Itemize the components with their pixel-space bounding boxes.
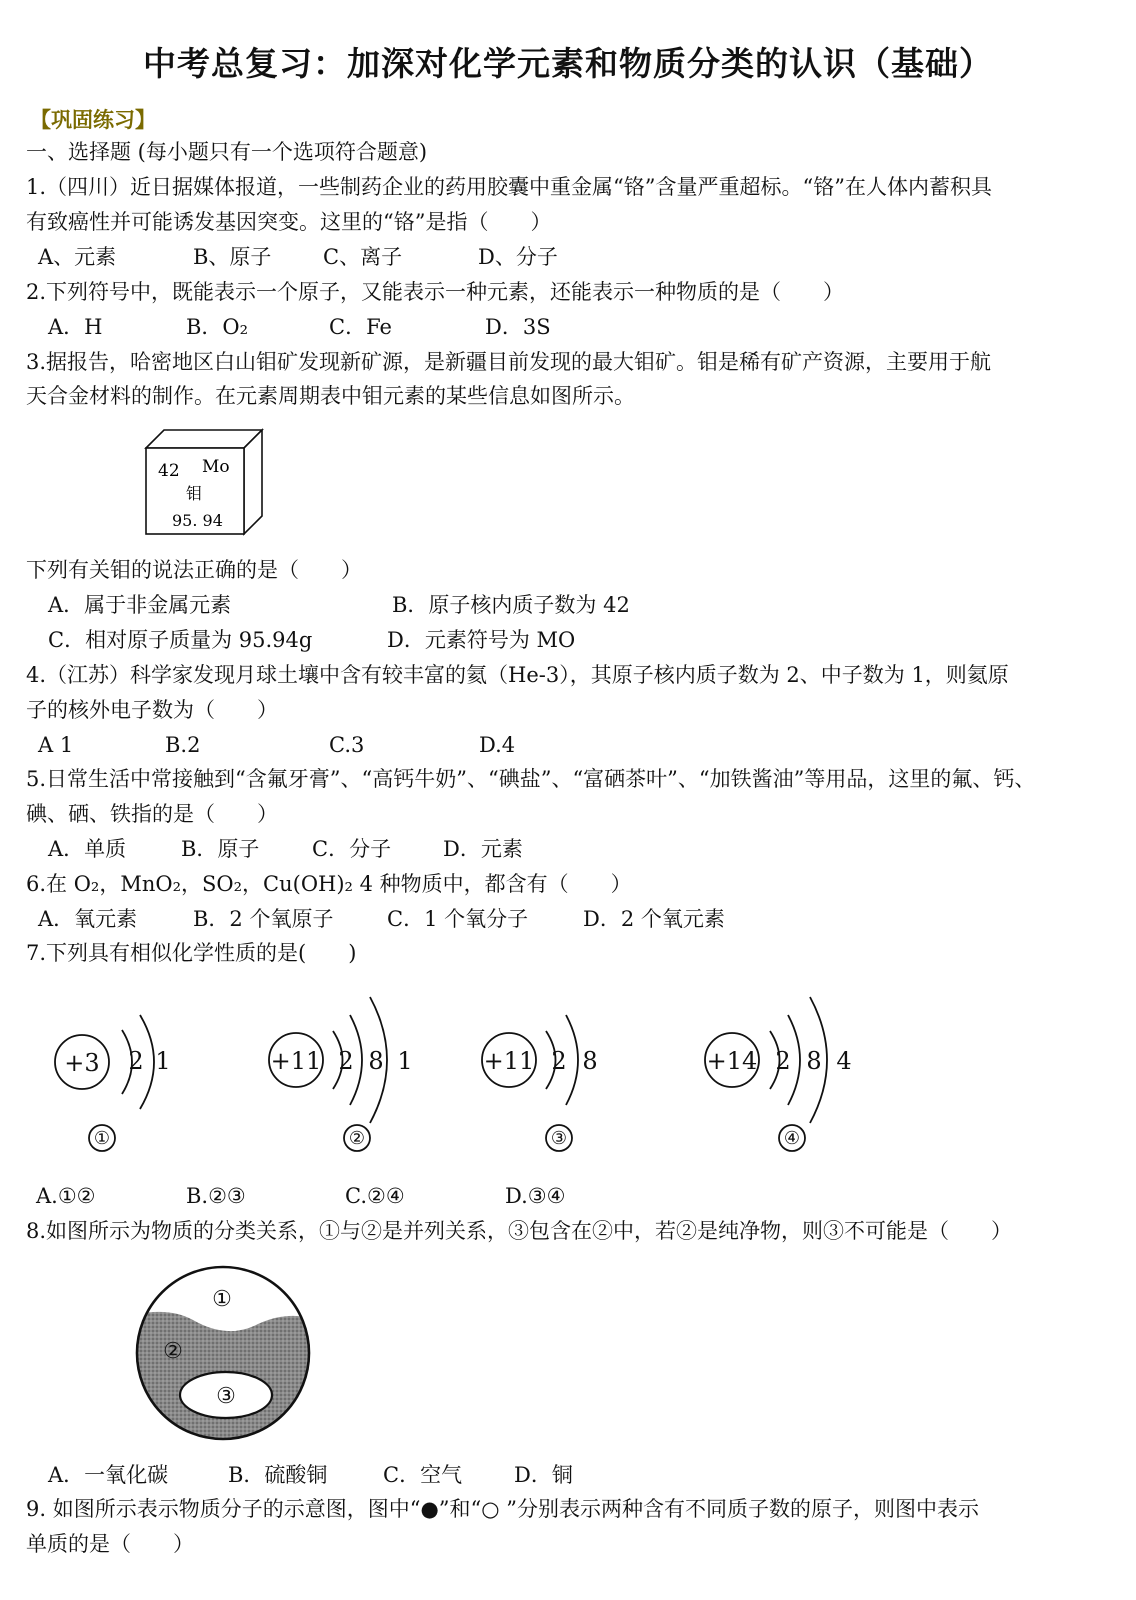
q6-option-c: C．1 个氧分子 (387, 907, 529, 931)
q3-option-d: D．元素符号为 MO (387, 628, 576, 652)
atom3-label: ③ (550, 1128, 568, 1149)
q3-option-b: B．原子核内质子数为 42 (392, 593, 630, 617)
section-label: 【巩固练习】 (30, 108, 156, 132)
q1-stem-line1: 1.（四川）近日据媒体报道，一些制药企业的药用胶囊中重金属“铬”含量严重超标。“铬”在人体内蓄积具 (26, 175, 992, 199)
q5-option-a: A．单质 (48, 837, 127, 861)
q4-option-a: A 1 (38, 733, 74, 757)
card-atomic-mass: 95. 94 (172, 511, 223, 530)
card-symbol: Mo (202, 457, 230, 477)
page-title: 中考总复习：加深对化学元素和物质分类的认识（基础） (143, 44, 993, 83)
q1-option-c: C、离子 (323, 245, 403, 269)
q6-option-d: D．2 个氧元素 (583, 907, 725, 931)
q3-option-c: C．相对原子质量为 95.94g (48, 628, 313, 652)
atom3-shell1: 2 (551, 1047, 567, 1075)
card-atomic-number: 42 (158, 461, 180, 481)
q6-option-a: A．氧元素 (38, 907, 138, 931)
atom3-shell2: 8 (582, 1047, 598, 1075)
q9-stem-line1: 9. 如图所示表示物质分子的示意图，图中“●”和“○ ”分别表示两种含有不同质子数的原子，则图中表示 (26, 1497, 979, 1521)
q7-option-a: A.①② (36, 1184, 96, 1208)
region-3-label: ③ (216, 1384, 236, 1409)
q2-option-d: D．3S (485, 315, 551, 339)
q6-stem: 6.在 O₂，MnO₂，SO₂，Cu(OH)₂ 4 种物质中，都含有（ ） (26, 872, 632, 896)
atom4-nucleus: +14 (706, 1047, 758, 1075)
region-2-label: ② (163, 1339, 183, 1364)
molybdenum-element-card (140, 424, 268, 540)
atom1-shell2: 1 (155, 1047, 171, 1075)
q4-option-c: C.3 (329, 733, 365, 757)
atom1-nucleus: +3 (64, 1049, 100, 1077)
region-1-label: ① (212, 1287, 232, 1312)
q1-stem-line2: 有致癌性并可能诱发基因突变。这里的“铬”是指（ ） (26, 210, 552, 234)
q4-stem-line2: 子的核外电子数为（ ） (26, 698, 278, 722)
q5-stem-line2: 碘、硒、铁指的是（ ） (26, 802, 278, 826)
q3-stem-line2: 天合金材料的制作。在元素周期表中钼元素的某些信息如图所示。 (26, 384, 635, 408)
q1-option-b: B、原子 (193, 245, 272, 269)
q7-option-d: D.③④ (505, 1184, 566, 1208)
q2-option-b: B．O₂ (186, 315, 249, 339)
atom4-shell1: 2 (775, 1047, 791, 1075)
q5-option-b: B．原子 (181, 837, 260, 861)
q3-stem-line1: 3.据报告，哈密地区白山钼矿发现新矿源，是新疆目前发现的最大钼矿。钼是稀有矿产资源，主要用于航 (26, 350, 992, 374)
q2-option-a: A．H (48, 315, 103, 339)
atom1-shell1: 2 (128, 1047, 144, 1075)
atom1-label: ① (93, 1128, 111, 1149)
q3-question: 下列有关钼的说法正确的是（ ） (26, 558, 362, 582)
q2-stem: 2.下列符号中，既能表示一个原子，又能表示一种元素，还能表示一种物质的是（ ） (26, 280, 845, 304)
atom4-shell3: 4 (836, 1047, 852, 1075)
atom2-shell1: 2 (338, 1047, 354, 1075)
atom2-nucleus: +11 (270, 1047, 322, 1075)
q2-option-c: C．Fe (329, 315, 392, 339)
q3-option-a: A．属于非金属元素 (48, 593, 232, 617)
q4-option-b: B.2 (165, 733, 201, 757)
card-element-name: 钼 (186, 484, 203, 503)
q8-option-a: A．一氧化碳 (48, 1463, 169, 1487)
q7-option-b: B.②③ (186, 1184, 246, 1208)
q8-option-c: C．空气 (383, 1463, 463, 1487)
q5-stem-line1: 5.日常生活中常接触到“含氟牙膏”、“高钙牛奶”、“碘盐”、“富硒茶叶”、“加铁酱油”等用品，这里的氟、钙、 (26, 767, 1036, 791)
atom2-label: ② (348, 1128, 366, 1149)
atom2-shell2: 8 (368, 1047, 384, 1075)
classification-circle-diagram (128, 1258, 318, 1448)
q7-stem: 7.下列具有相似化学性质的是( ) (26, 941, 357, 965)
part-heading: 一、选择题 (每小题只有一个选项符合题意) (26, 140, 428, 164)
atom3-nucleus: +11 (483, 1047, 535, 1075)
atom-structure-diagrams (0, 985, 1136, 1165)
q8-option-b: B．硫酸铜 (228, 1463, 328, 1487)
atom2-shell3: 1 (397, 1047, 413, 1075)
q9-stem-line2: 单质的是（ ） (26, 1532, 194, 1556)
q4-option-d: D.4 (479, 733, 516, 757)
q5-option-d: D．元素 (443, 837, 523, 861)
q8-stem: 8.如图所示为物质的分类关系，①与②是并列关系，③包含在②中，若②是纯净物，则③不可能是（ ） (26, 1219, 1013, 1243)
q1-option-d: D、分子 (478, 245, 558, 269)
q4-stem-line1: 4.（江苏）科学家发现月球土壤中含有较丰富的氦（He-3），其原子核内质子数为 2、中子数为 1，则氦原 (26, 663, 1009, 687)
q6-option-b: B．2 个氧原子 (193, 907, 334, 931)
atom4-label: ④ (783, 1128, 801, 1149)
q1-option-a: A、元素 (38, 245, 117, 269)
q8-option-d: D．铜 (514, 1463, 573, 1487)
q5-option-c: C．分子 (312, 837, 392, 861)
atom4-shell2: 8 (806, 1047, 822, 1075)
q7-option-c: C.②④ (345, 1184, 405, 1208)
